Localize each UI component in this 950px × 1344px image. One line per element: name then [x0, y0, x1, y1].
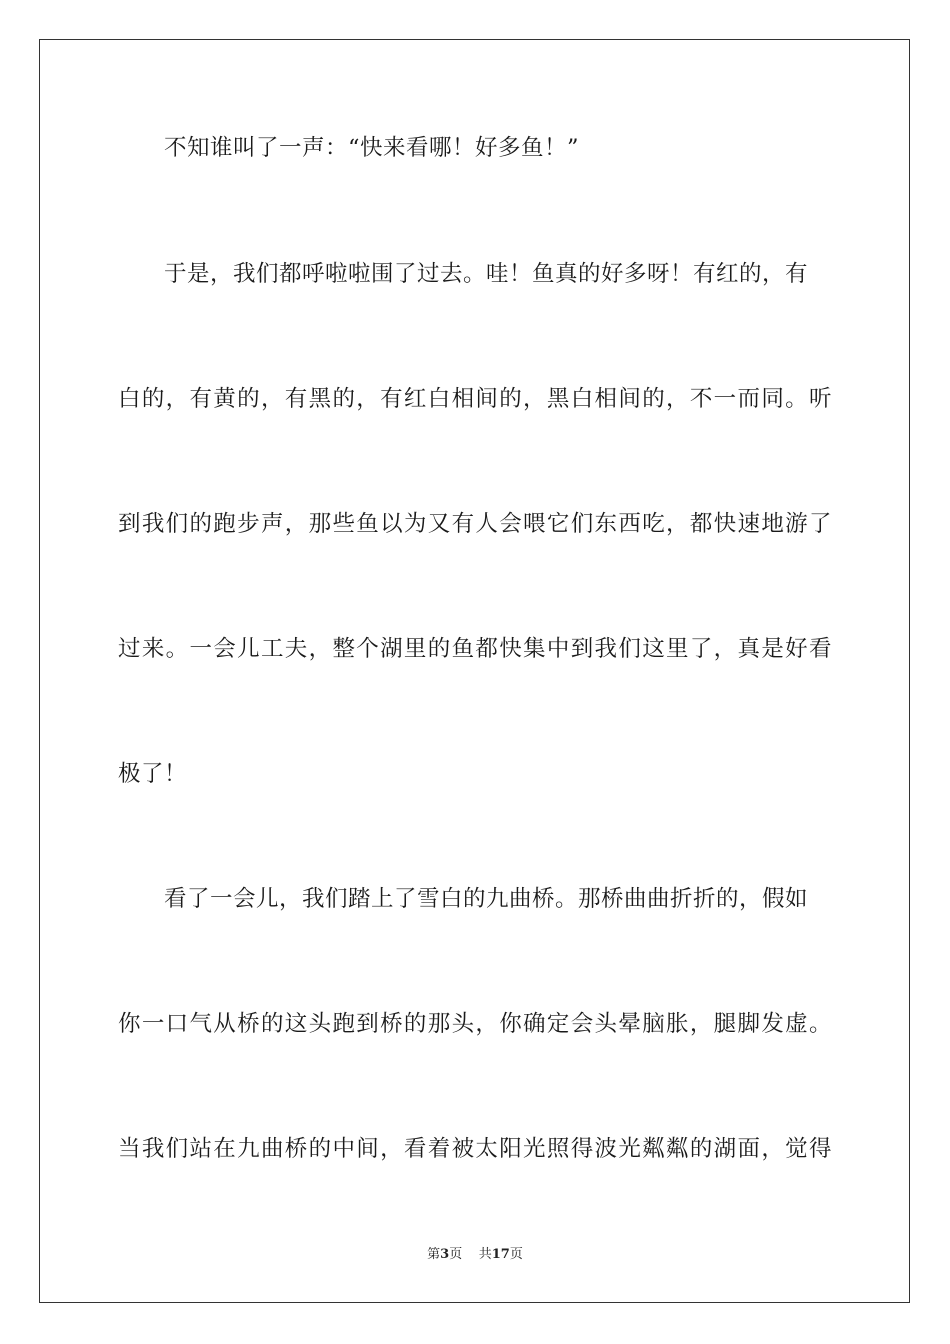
page-number: 3 [440, 1247, 450, 1262]
total-pages: 17 [491, 1247, 510, 1262]
paragraph-line-1: 不知谁叫了一声：“快来看哪！好多鱼！” [164, 135, 580, 161]
page-prefix: 第 [427, 1247, 441, 1262]
paragraph-line-5: 过来。一会儿工夫，整个湖里的鱼都快集中到我们这里了，真是好看 [118, 636, 832, 662]
paragraph-line-3: 白的，有黄的，有黑的，有红白相间的，黑白相间的，不一而同。听 [118, 386, 832, 412]
total-prefix: 共 [478, 1247, 492, 1262]
page-suffix: 页 [449, 1247, 463, 1262]
paragraph-line-4: 到我们的跑步声，那些鱼以为又有人会喂它们东西吃，都快速地游了 [118, 511, 832, 537]
page-border [39, 39, 910, 1303]
paragraph-line-7: 看了一会儿，我们踏上了雪白的九曲桥。那桥曲曲折折的，假如 [164, 886, 809, 912]
page-footer [0, 1246, 950, 1264]
paragraph-line-6: 极了！ [118, 761, 188, 787]
paragraph-line-2: 于是，我们都呼啦啦围了过去。哇！鱼真的好多呀！有红的，有 [164, 261, 809, 287]
paragraph-line-9: 当我们站在九曲桥的中间，看着被太阳光照得波光粼粼的湖面，觉得 [118, 1136, 832, 1162]
paragraph-line-8: 你一口气从桥的这头跑到桥的那头，你确定会头晕脑胀，腿脚发虚。 [118, 1011, 832, 1037]
total-suffix: 页 [509, 1247, 523, 1262]
